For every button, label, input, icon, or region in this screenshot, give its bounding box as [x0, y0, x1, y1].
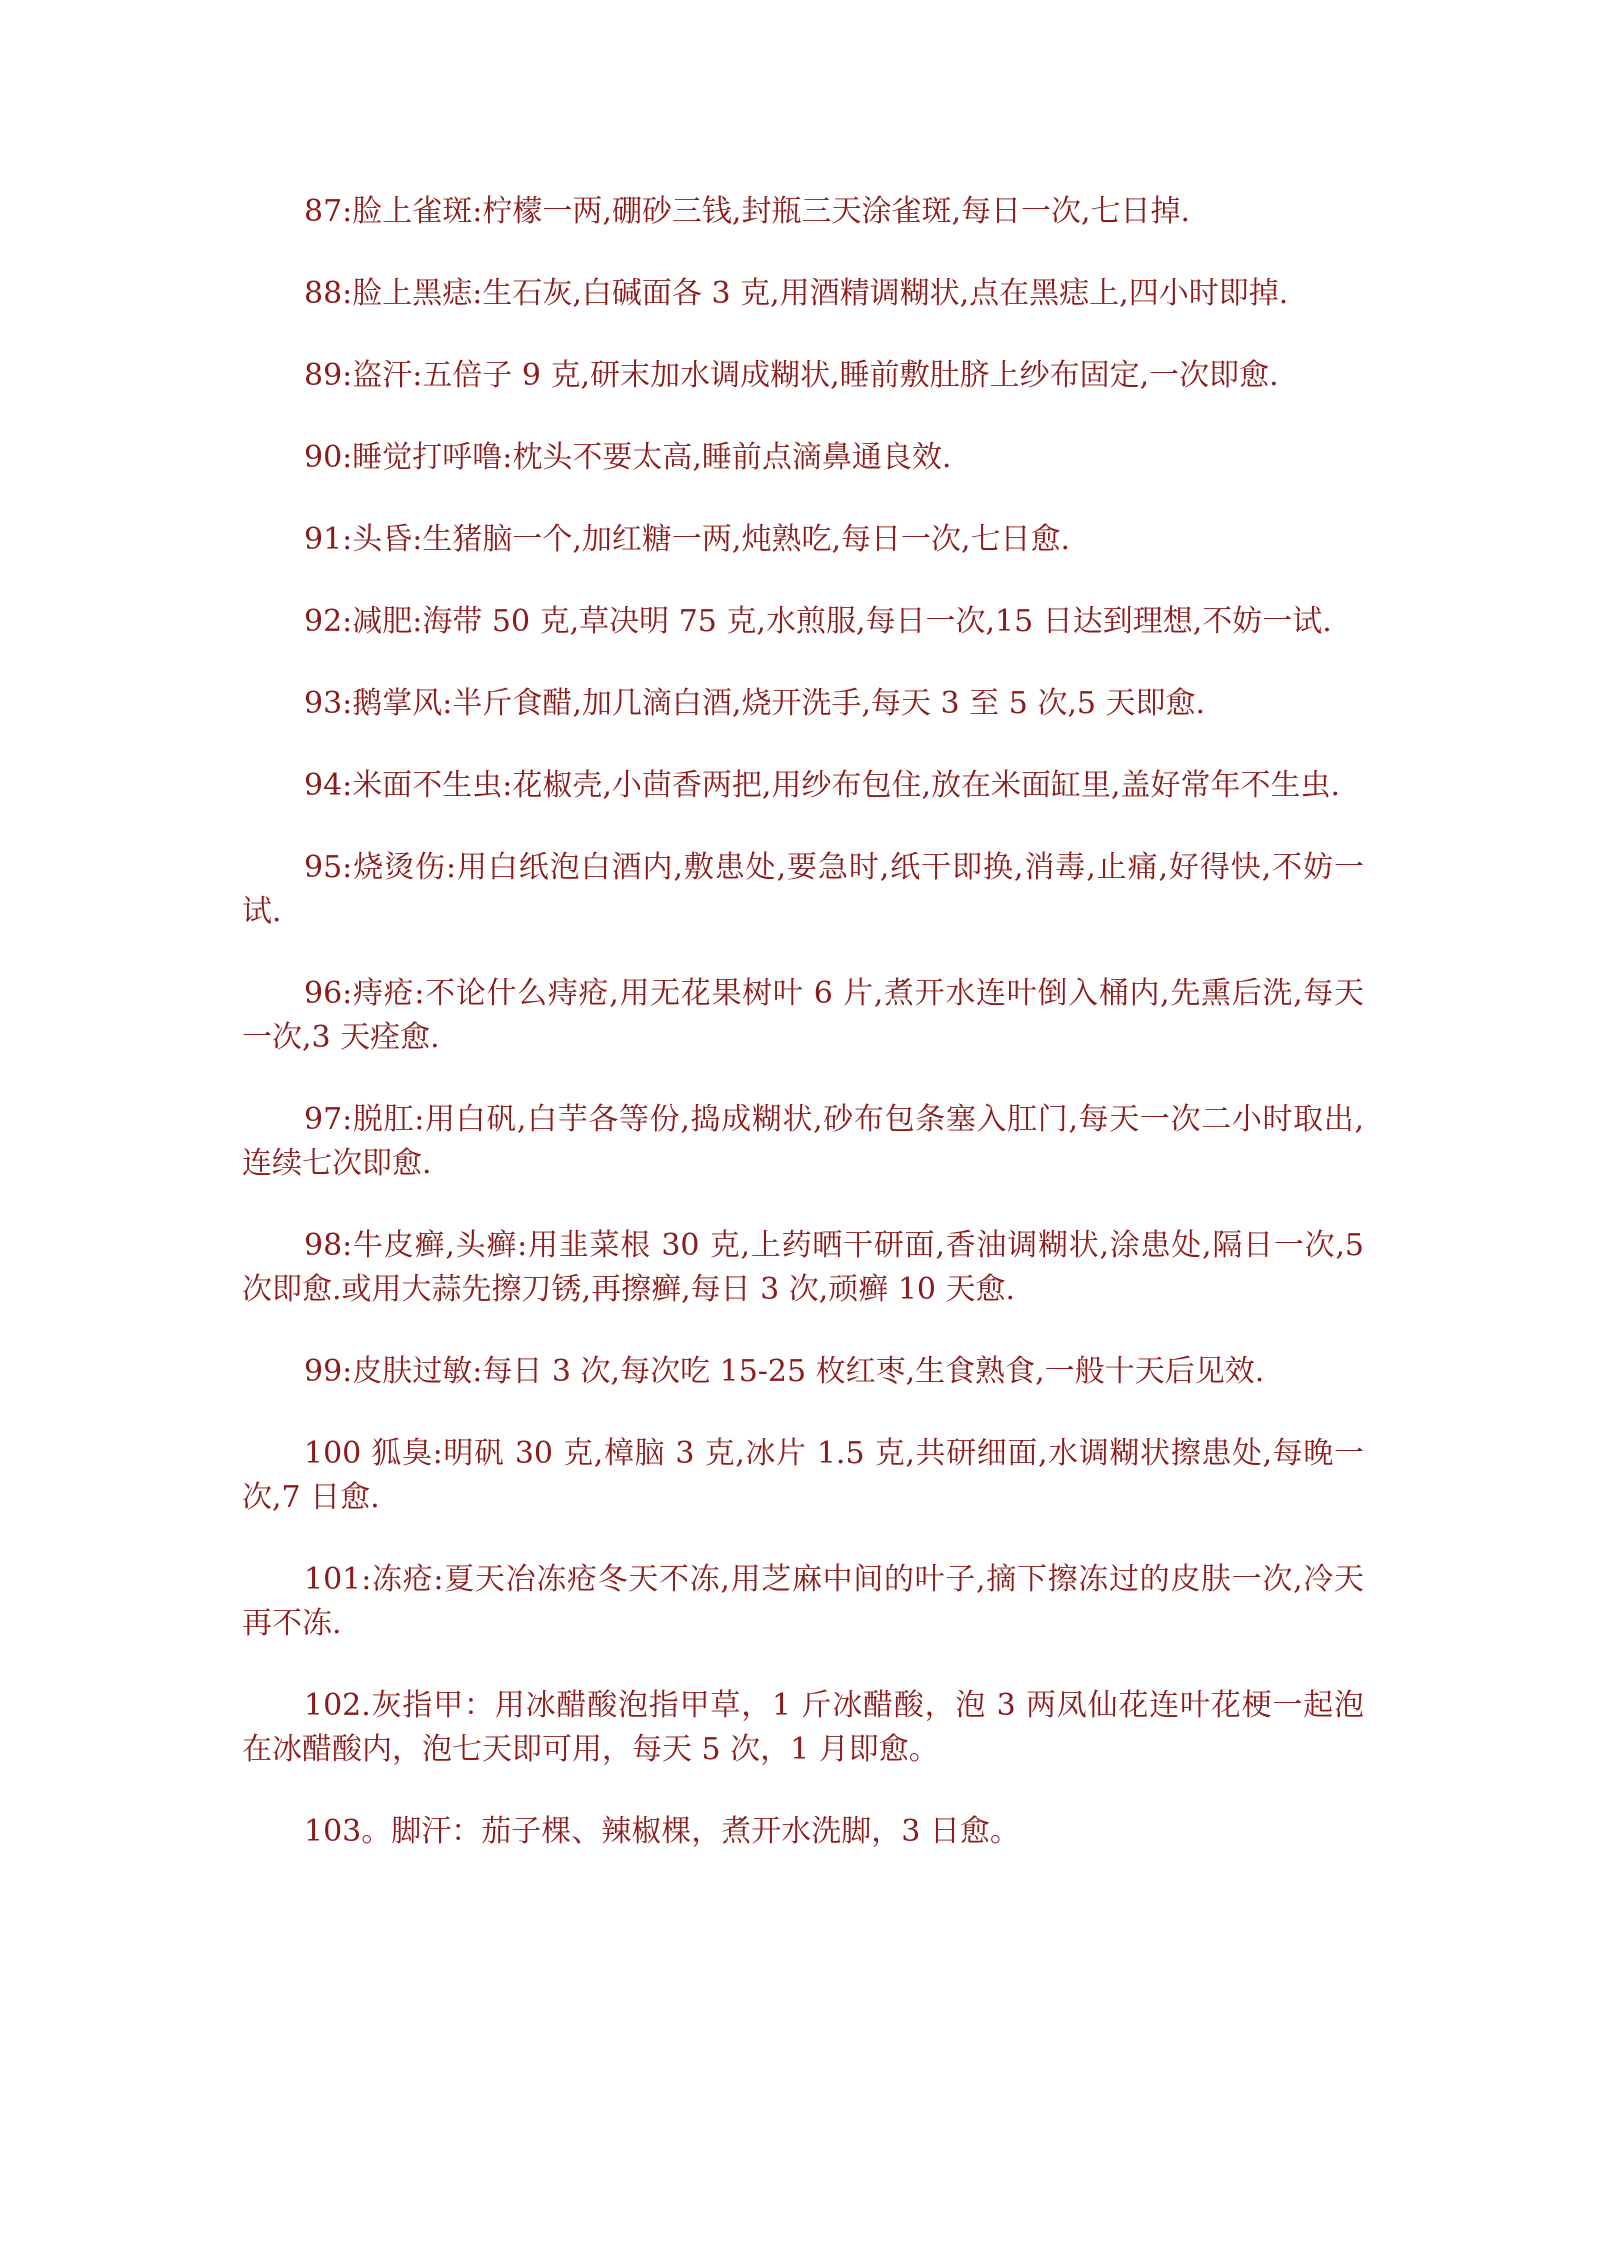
remedy-entry-93: 93:鹅掌风:半斤食醋,加几滴白酒,烧开洗手,每天 3 至 5 次,5 天即愈. [304, 686, 1206, 721]
remedy-entry-103: 103。脚汗：茄子棵、辣椒棵，煮开水洗脚，3 日愈。 [304, 1814, 1020, 1849]
remedy-entry-97: 97:脱肛:用白矾,白芋各等份,捣成糊状,砂布包条塞入肛门,每天一次二小时取出,连续七次即愈. [242, 1102, 1364, 1181]
remedy-entry-87: 87:脸上雀斑:柠檬一两,硼砂三钱,封瓶三天涂雀斑,每日一次,七日掉. [304, 194, 1191, 229]
remedy-entry-89: 89:盗汗:五倍子 9 克,研末加水调成糊状,睡前敷肚脐上纱布固定,一次即愈. [304, 358, 1279, 393]
remedy-entry-91: 91:头昏:生猪脑一个,加红糖一两,炖熟吃,每日一次,七日愈. [304, 522, 1071, 557]
remedy-entry-94: 94:米面不生虫:花椒壳,小茴香两把,用纱布包住,放在米面缸里,盖好常年不生虫. [304, 768, 1341, 803]
remedy-entry-92: 92:减肥:海带 50 克,草决明 75 克,水煎服,每日一次,15 日达到理想,不妨一试. [304, 604, 1332, 639]
remedy-list [242, 190, 1364, 1892]
remedy-entry-95: 95:烧烫伤:用白纸泡白酒内,敷患处,要急时,纸干即换,消毒,止痛,好得快,不妨一试. [242, 850, 1365, 929]
remedy-entry-90: 90:睡觉打呼噜:枕头不要太高,睡前点滴鼻通良效. [304, 440, 952, 475]
remedy-entry-98: 98:牛皮癣,头癣:用韭菜根 30 克,上药晒干研面,香油调糊状,涂患处,隔日一次,5 次即愈.或用大蒜先擦刀锈,再擦癣,每日 3 次,顽癣 10 天愈. [242, 1228, 1364, 1307]
remedy-entry-102: 102.灰指甲：用冰醋酸泡指甲草，1 斤冰醋酸，泡 3 两凤仙花连叶花梗一起泡在冰醋酸内，泡七天即可用，每天 5 次，1 月即愈。 [242, 1688, 1364, 1767]
remedy-entry-101: 101:冻疮:夏天冶冻疮冬天不冻,用芝麻中间的叶子,摘下擦冻过的皮肤一次,冷天再不冻. [242, 1562, 1364, 1641]
remedy-entry-96: 96:痔疮:不论什么痔疮,用无花果树叶 6 片,煮开水连叶倒入桶内,先熏后洗,每天一次,3 天痊愈. [242, 976, 1364, 1055]
remedy-entry-99: 99:皮肤过敏:每日 3 次,每次吃 15-25 枚红枣,生食熟食,一般十天后见效. [304, 1354, 1265, 1389]
remedy-entry-100: 100 狐臭:明矾 30 克,樟脑 3 克,冰片 1.5 克,共研细面,水调糊状擦患处,每晚一次,7 日愈. [242, 1436, 1364, 1515]
remedy-entry-88: 88:脸上黑痣:生石灰,白碱面各 3 克,用酒精调糊状,点在黑痣上,四小时即掉. [304, 276, 1289, 311]
